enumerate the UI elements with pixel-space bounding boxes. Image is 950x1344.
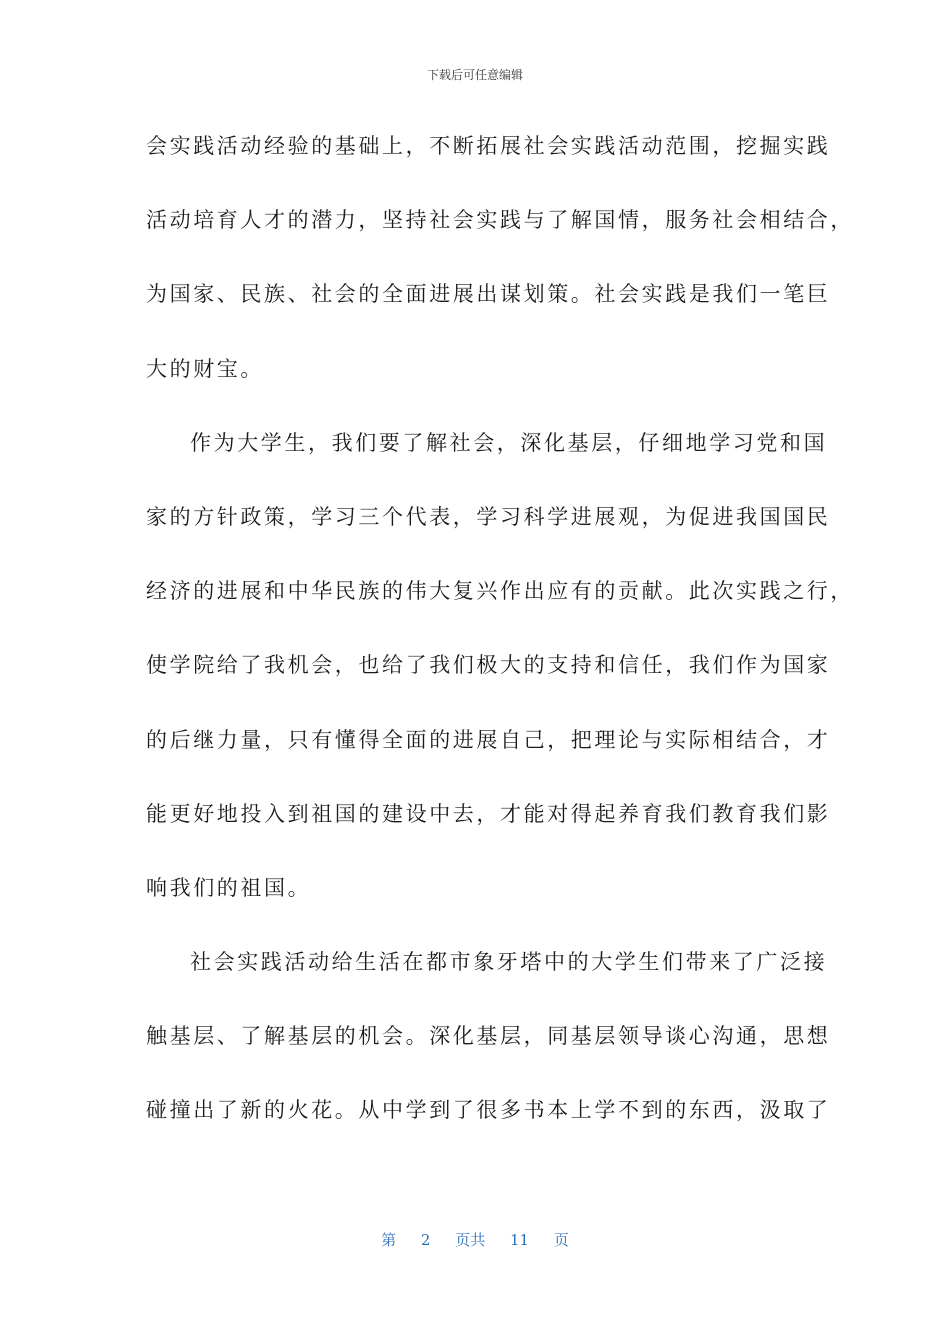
text-line: 家的方针政策，学习三个代表，学习科学进展观，为促进我国国民 bbox=[146, 504, 831, 529]
text-line: 作为大学生，我们要了解社会，深化基层，仔细地学习党和国 bbox=[190, 430, 828, 455]
text-line: 大的财宝。 bbox=[146, 356, 264, 381]
page-number: 2 bbox=[420, 1231, 431, 1249]
text-line: 响我们的祖国。 bbox=[146, 875, 312, 900]
text-line: 社会实践活动给生活在都市象牙塔中的大学生们带来了广泛接 bbox=[190, 950, 828, 975]
page-prefix: 第 bbox=[381, 1231, 397, 1249]
document-body bbox=[146, 126, 854, 1165]
page-suffix: 页 bbox=[553, 1231, 569, 1249]
page-header: 下载后可任意编辑 bbox=[426, 68, 523, 82]
text-line: 能更好地投入到祖国的建设中去，才能对得起养育我们教育我们影 bbox=[146, 801, 831, 826]
text-line: 碰撞出了新的火花。从中学到了很多书本上学不到的东西，汲取了 bbox=[146, 1098, 831, 1123]
text-line: 为国家、民族、社会的全面进展出谋划策。社会实践是我们一笔巨 bbox=[146, 282, 831, 307]
page-of: 页共 bbox=[455, 1231, 486, 1249]
total-pages: 11 bbox=[510, 1231, 530, 1249]
text-line: 使学院给了我机会，也给了我们极大的支持和信任，我们作为国家 bbox=[146, 653, 831, 678]
text-line: 的后继力量，只有懂得全面的进展自己，把理论与实际相结合，才 bbox=[146, 727, 831, 752]
text-line: 经济的进展和中华民族的伟大复兴作出应有的贡献。此次实践之行， bbox=[146, 579, 854, 604]
page-footer bbox=[0, 1229, 950, 1250]
text-line: 活动培育人才的潜力，坚持社会实践与了解国情，服务社会相结合， bbox=[146, 208, 854, 233]
text-line: 会实践活动经验的基础上，不断拓展社会实践活动范围，挖掘实践 bbox=[146, 134, 831, 158]
text-line: 触基层、了解基层的机会。深化基层，同基层领导谈心沟通，思想 bbox=[146, 1024, 831, 1049]
